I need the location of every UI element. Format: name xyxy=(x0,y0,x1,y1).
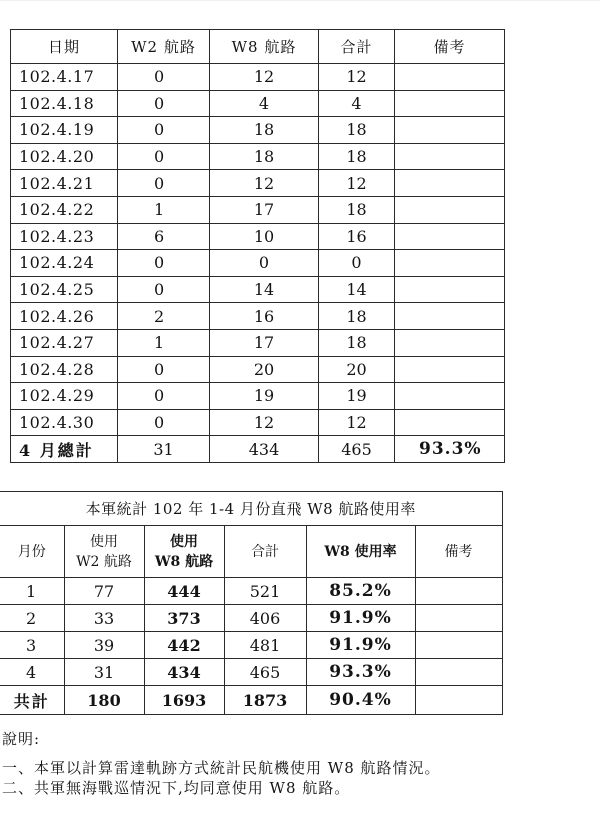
daily-row xyxy=(11,329,505,356)
rate-cell: 85.2% xyxy=(306,578,415,605)
month-cell: 1 xyxy=(0,578,64,605)
date-cell: 102.4.17 xyxy=(11,64,118,91)
w2-cell: 2 xyxy=(118,303,210,330)
daily-row xyxy=(11,90,505,117)
w8-cell: 18 xyxy=(210,117,319,144)
date-cell: 102.4.30 xyxy=(11,409,118,436)
total-cell: 18 xyxy=(319,303,395,330)
note-cell xyxy=(415,605,502,632)
scan-edge xyxy=(0,0,600,1)
total-w8: 434 xyxy=(210,436,319,463)
note-cell xyxy=(415,659,502,686)
date-cell: 102.4.25 xyxy=(11,276,118,303)
w8-cell: 12 xyxy=(210,170,319,197)
date-cell: 102.4.21 xyxy=(11,170,118,197)
daily-row xyxy=(11,170,505,197)
w2-cell: 0 xyxy=(118,143,210,170)
month-cell: 3 xyxy=(0,632,64,659)
daily-w8-usage-table xyxy=(10,29,505,463)
w2-cell: 0 xyxy=(118,170,210,197)
daily-row xyxy=(11,409,505,436)
daily-row xyxy=(11,196,505,223)
w2-cell: 77 xyxy=(64,578,144,605)
rate-cell: 93.3% xyxy=(306,659,415,686)
daily-row xyxy=(11,117,505,144)
total-w2: 31 xyxy=(118,436,210,463)
summary-row xyxy=(0,605,502,632)
summary-header-w2 xyxy=(64,526,144,578)
w2-cell: 0 xyxy=(118,409,210,436)
w2-cell: 6 xyxy=(118,223,210,250)
daily-row xyxy=(11,143,505,170)
total-cell: 18 xyxy=(319,117,395,144)
sum-w8: 1693 xyxy=(144,686,224,715)
note-cell xyxy=(395,143,505,170)
rate-cell: 91.9% xyxy=(306,632,415,659)
note-cell xyxy=(395,170,505,197)
w2-cell: 0 xyxy=(118,64,210,91)
notes-title: 說明: xyxy=(2,730,41,748)
note-item-1: 一、本軍以計算雷達軌跡方式統計民航機使用 W8 航路情況。 xyxy=(2,759,441,777)
w8-cell: 19 xyxy=(210,383,319,410)
summary-header-note: 備考 xyxy=(415,526,502,578)
header-w8: W8 航路 xyxy=(210,30,319,64)
w8-cell: 442 xyxy=(144,632,224,659)
w2-cell: 1 xyxy=(118,329,210,356)
summary-usage-table xyxy=(0,491,503,715)
w8-cell: 373 xyxy=(144,605,224,632)
summary-table-body xyxy=(0,578,502,686)
sum-rate: 90.4% xyxy=(306,686,415,715)
total-cell: 18 xyxy=(319,196,395,223)
w2-cell: 0 xyxy=(118,250,210,277)
total-cell: 12 xyxy=(319,409,395,436)
total-cell: 465 xyxy=(224,659,306,686)
w2-cell: 33 xyxy=(64,605,144,632)
w2-cell: 0 xyxy=(118,90,210,117)
total-cell: 481 xyxy=(224,632,306,659)
note-item-2: 二、共軍無海戰巡情況下,均同意使用 W8 航路。 xyxy=(2,779,351,797)
total-label: 4 月總計 xyxy=(11,436,118,463)
daily-row xyxy=(11,356,505,383)
total-sum: 465 xyxy=(319,436,395,463)
summary-header-w8 xyxy=(144,526,224,578)
daily-row xyxy=(11,64,505,91)
daily-row xyxy=(11,250,505,277)
daily-table-header-row xyxy=(11,30,505,64)
summary-header-rate: W8 使用率 xyxy=(306,526,415,578)
w8-cell: 4 xyxy=(210,90,319,117)
w2-cell: 39 xyxy=(64,632,144,659)
note-cell xyxy=(395,409,505,436)
w8-cell: 17 xyxy=(210,196,319,223)
note-cell xyxy=(395,329,505,356)
summary-row xyxy=(0,632,502,659)
total-cell: 14 xyxy=(319,276,395,303)
note-cell xyxy=(415,578,502,605)
note-cell xyxy=(415,632,502,659)
daily-table-body xyxy=(11,64,505,436)
total-cell: 12 xyxy=(319,170,395,197)
sum-note xyxy=(415,686,502,715)
note-cell xyxy=(395,356,505,383)
w2-cell: 31 xyxy=(64,659,144,686)
date-cell: 102.4.20 xyxy=(11,143,118,170)
sum-total: 1873 xyxy=(224,686,306,715)
w2-cell: 0 xyxy=(118,276,210,303)
note-cell xyxy=(395,196,505,223)
header-date: 日期 xyxy=(11,30,118,64)
date-cell: 102.4.23 xyxy=(11,223,118,250)
w2-cell: 1 xyxy=(118,196,210,223)
month-cell: 4 xyxy=(0,659,64,686)
summary-sum-row xyxy=(0,686,502,715)
w8-cell: 444 xyxy=(144,578,224,605)
summary-header-month: 月份 xyxy=(0,526,64,578)
w8-cell: 14 xyxy=(210,276,319,303)
w2-cell: 0 xyxy=(118,383,210,410)
w8-cell: 0 xyxy=(210,250,319,277)
date-cell: 102.4.19 xyxy=(11,117,118,144)
w8-cell: 12 xyxy=(210,409,319,436)
w8-cell: 434 xyxy=(144,659,224,686)
summary-row xyxy=(0,659,502,686)
date-cell: 102.4.24 xyxy=(11,250,118,277)
total-cell: 12 xyxy=(319,64,395,91)
sum-label: 共計 xyxy=(0,686,64,715)
total-cell: 18 xyxy=(319,143,395,170)
summary-title-row xyxy=(0,492,502,526)
w8-cell: 18 xyxy=(210,143,319,170)
w8-cell: 16 xyxy=(210,303,319,330)
date-cell: 102.4.18 xyxy=(11,90,118,117)
daily-row xyxy=(11,276,505,303)
summary-header-row xyxy=(0,526,502,578)
note-cell xyxy=(395,303,505,330)
total-rate: 93.3% xyxy=(395,436,505,463)
daily-total-row xyxy=(11,436,505,463)
rate-cell: 91.9% xyxy=(306,605,415,632)
summary-header-w8-line2: W8 航路 xyxy=(154,553,214,570)
summary-header-w2-line1: 使用 xyxy=(90,533,118,550)
total-cell: 18 xyxy=(319,329,395,356)
w8-cell: 17 xyxy=(210,329,319,356)
total-cell: 0 xyxy=(319,250,395,277)
note-cell xyxy=(395,90,505,117)
w8-cell: 20 xyxy=(210,356,319,383)
date-cell: 102.4.29 xyxy=(11,383,118,410)
note-cell xyxy=(395,64,505,91)
w2-cell: 0 xyxy=(118,117,210,144)
summary-header-w2-line2: W2 航路 xyxy=(76,553,132,570)
note-cell xyxy=(395,276,505,303)
summary-header-w8-line1: 使用 xyxy=(170,533,198,550)
date-cell: 102.4.26 xyxy=(11,303,118,330)
w8-cell: 10 xyxy=(210,223,319,250)
total-cell: 406 xyxy=(224,605,306,632)
month-cell: 2 xyxy=(0,605,64,632)
daily-row xyxy=(11,383,505,410)
date-cell: 102.4.27 xyxy=(11,329,118,356)
header-total: 合計 xyxy=(319,30,395,64)
date-cell: 102.4.28 xyxy=(11,356,118,383)
w2-cell: 0 xyxy=(118,356,210,383)
total-cell: 4 xyxy=(319,90,395,117)
daily-row xyxy=(11,223,505,250)
summary-header-total: 合計 xyxy=(224,526,306,578)
date-cell: 102.4.22 xyxy=(11,196,118,223)
header-note: 備考 xyxy=(395,30,505,64)
total-cell: 521 xyxy=(224,578,306,605)
note-cell xyxy=(395,117,505,144)
sum-w2: 180 xyxy=(64,686,144,715)
total-cell: 19 xyxy=(319,383,395,410)
summary-title: 本軍統計 102 年 1-4 月份直飛 W8 航路使用率 xyxy=(0,492,502,526)
note-cell xyxy=(395,250,505,277)
daily-row xyxy=(11,303,505,330)
w8-cell: 12 xyxy=(210,64,319,91)
note-cell xyxy=(395,223,505,250)
total-cell: 16 xyxy=(319,223,395,250)
header-w2: W2 航路 xyxy=(118,30,210,64)
note-cell xyxy=(395,383,505,410)
total-cell: 20 xyxy=(319,356,395,383)
summary-row xyxy=(0,578,502,605)
